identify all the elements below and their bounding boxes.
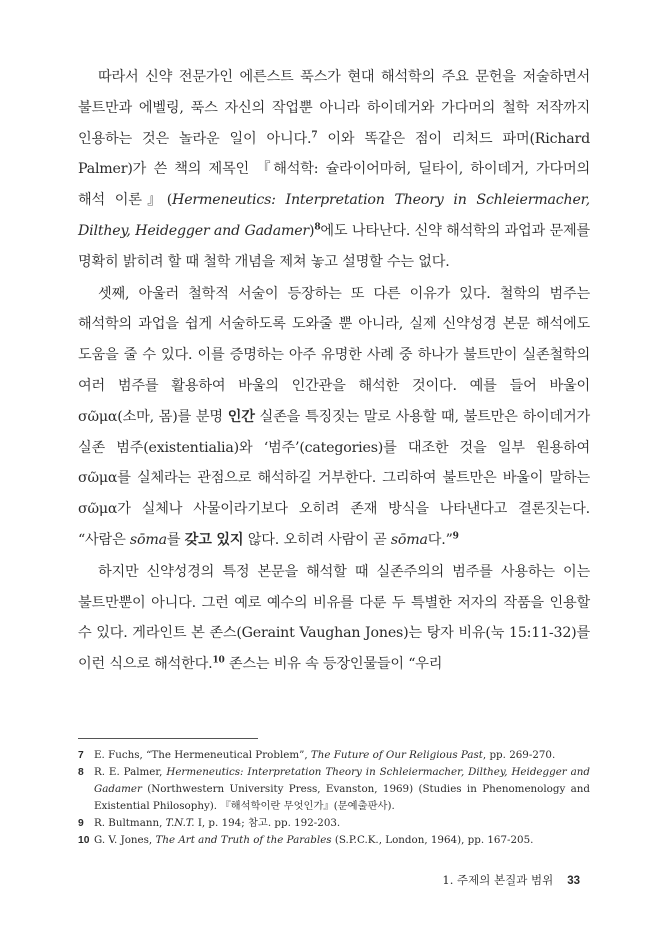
footnote-ref-7: 7: [311, 129, 318, 140]
paragraph-2: 셋째, 아울러 철학적 서술이 등장하는 또 다른 이유가 있다. 철학의 범주는 해석학의 과업을 쉽게 서술하도록 도와줄 뿐 아니라, 실제 신약성경 본문 해석에도 도움을 줄 수 있다. 이를 증명하는 아주 유명한 사례 중 하나가 불트만이 실존철학의 여러 범주를 활용하여 바울의 인간관을 해석한 것이다. 예를 들어 바울이 σῶμα(소마, 몸)를 분명 인간 실존을 특징짓는 말로 사용할 때, 불트만은 하이데거가 실존 범주(existentialia)와 ‘범주’(categories)를 대조한 것을 일부 원용하여 σῶμα를 실체라는 관점으로 해석하길 거부한다. 그리하여 불트만은 바울이 말하는 σῶμα가 실체나 사물이라기보다 오히려 존재 방식을 나타낸다고 결론짓는다. “사람은 sōma를 갖고 있지 않다. 오히려 사람이 곧 sōma다.”$^9$: [78, 285, 590, 548]
emphasis-human: 인간: [227, 408, 255, 425]
chapter-title: 1. 주제의 본질과 범위: [442, 873, 554, 887]
footnote-ref-9: 9: [452, 531, 459, 542]
footnote-ref-8: 8: [314, 222, 321, 233]
page-number: 33: [567, 875, 580, 887]
paragraph-3: 하지만 신약성경의 특정 본문을 해석할 때 실존주의의 범주를 사용하는 이는 불트만뿐이 아니다. 그런 예로 예수의 비유를 다룬 두 특별한 저자의 작품을 인용할 수 있다. 게라인트 본 존스(Geraint Vaughan Jones)는 탕자 비유(눅 15:11-32)를 이런 식으로 해석한다.$^{10}$ 존스는 비유 속 등장인물들이 “우리: [78, 563, 590, 673]
footnote-9: 9 R. Bultmann, T.N.T. I, p. 194; 참고. pp. 192-203.: [78, 817, 341, 829]
body-text: [78, 62, 590, 680]
paragraph-1: 따라서 신약 전문가인 에른스트 푹스가 현대 해석학의 주요 문헌을 저술하면서 불트만과 에벨링, 푹스 자신의 작업뿐 아니라 하이데거와 가다머의 철학 저작까지 인용하는 것은 놀라운 일이 아니다.$^7$ 이와 똑같은 점이 리처드 파머(Richard Palmer)가 쓴 책의 제목인 『해석학: 슐라이어마허, 딜타이, 하이데거, 가다머의 해석 이론』(Hermeneutics: Interpretation Theory in Schleiermacher, Dilthey, Heidegger and Gadamer)$^8$에도 나타난다. 신약 해석학의 과업과 문제를 명확히 밝히려 할 때 철학 개념을 제쳐 놓고 설명할 수는 없다.: [78, 69, 591, 270]
footnote-8: 8 R. E. Palmer, Hermeneutics: Interpretation Theory in Schleiermacher, Dilthey, Heidegger and Gadamer (Northwestern University Press, Evanston, 1969) (Studies in Phenomenology and Existential Philosophy). 『해석학이란 무엇인가』(문예출판사).: [78, 766, 590, 812]
footnote-10: 10 G. V. Jones, The Art and Truth of the Parables (S.P.C.K., London, 1964), pp. 167-205.: [78, 834, 534, 846]
footnote-ref-10: 10: [212, 655, 225, 666]
running-footer: [420, 872, 580, 888]
footnote-divider: [78, 738, 258, 739]
footnote-7: 7 E. Fuchs, “The Hermeneutical Problem”, The Future of Our Religious Past, pp. 269-270.: [78, 749, 556, 761]
emphasis-have: 갖고 있지: [184, 531, 244, 548]
footnotes: [78, 747, 590, 849]
